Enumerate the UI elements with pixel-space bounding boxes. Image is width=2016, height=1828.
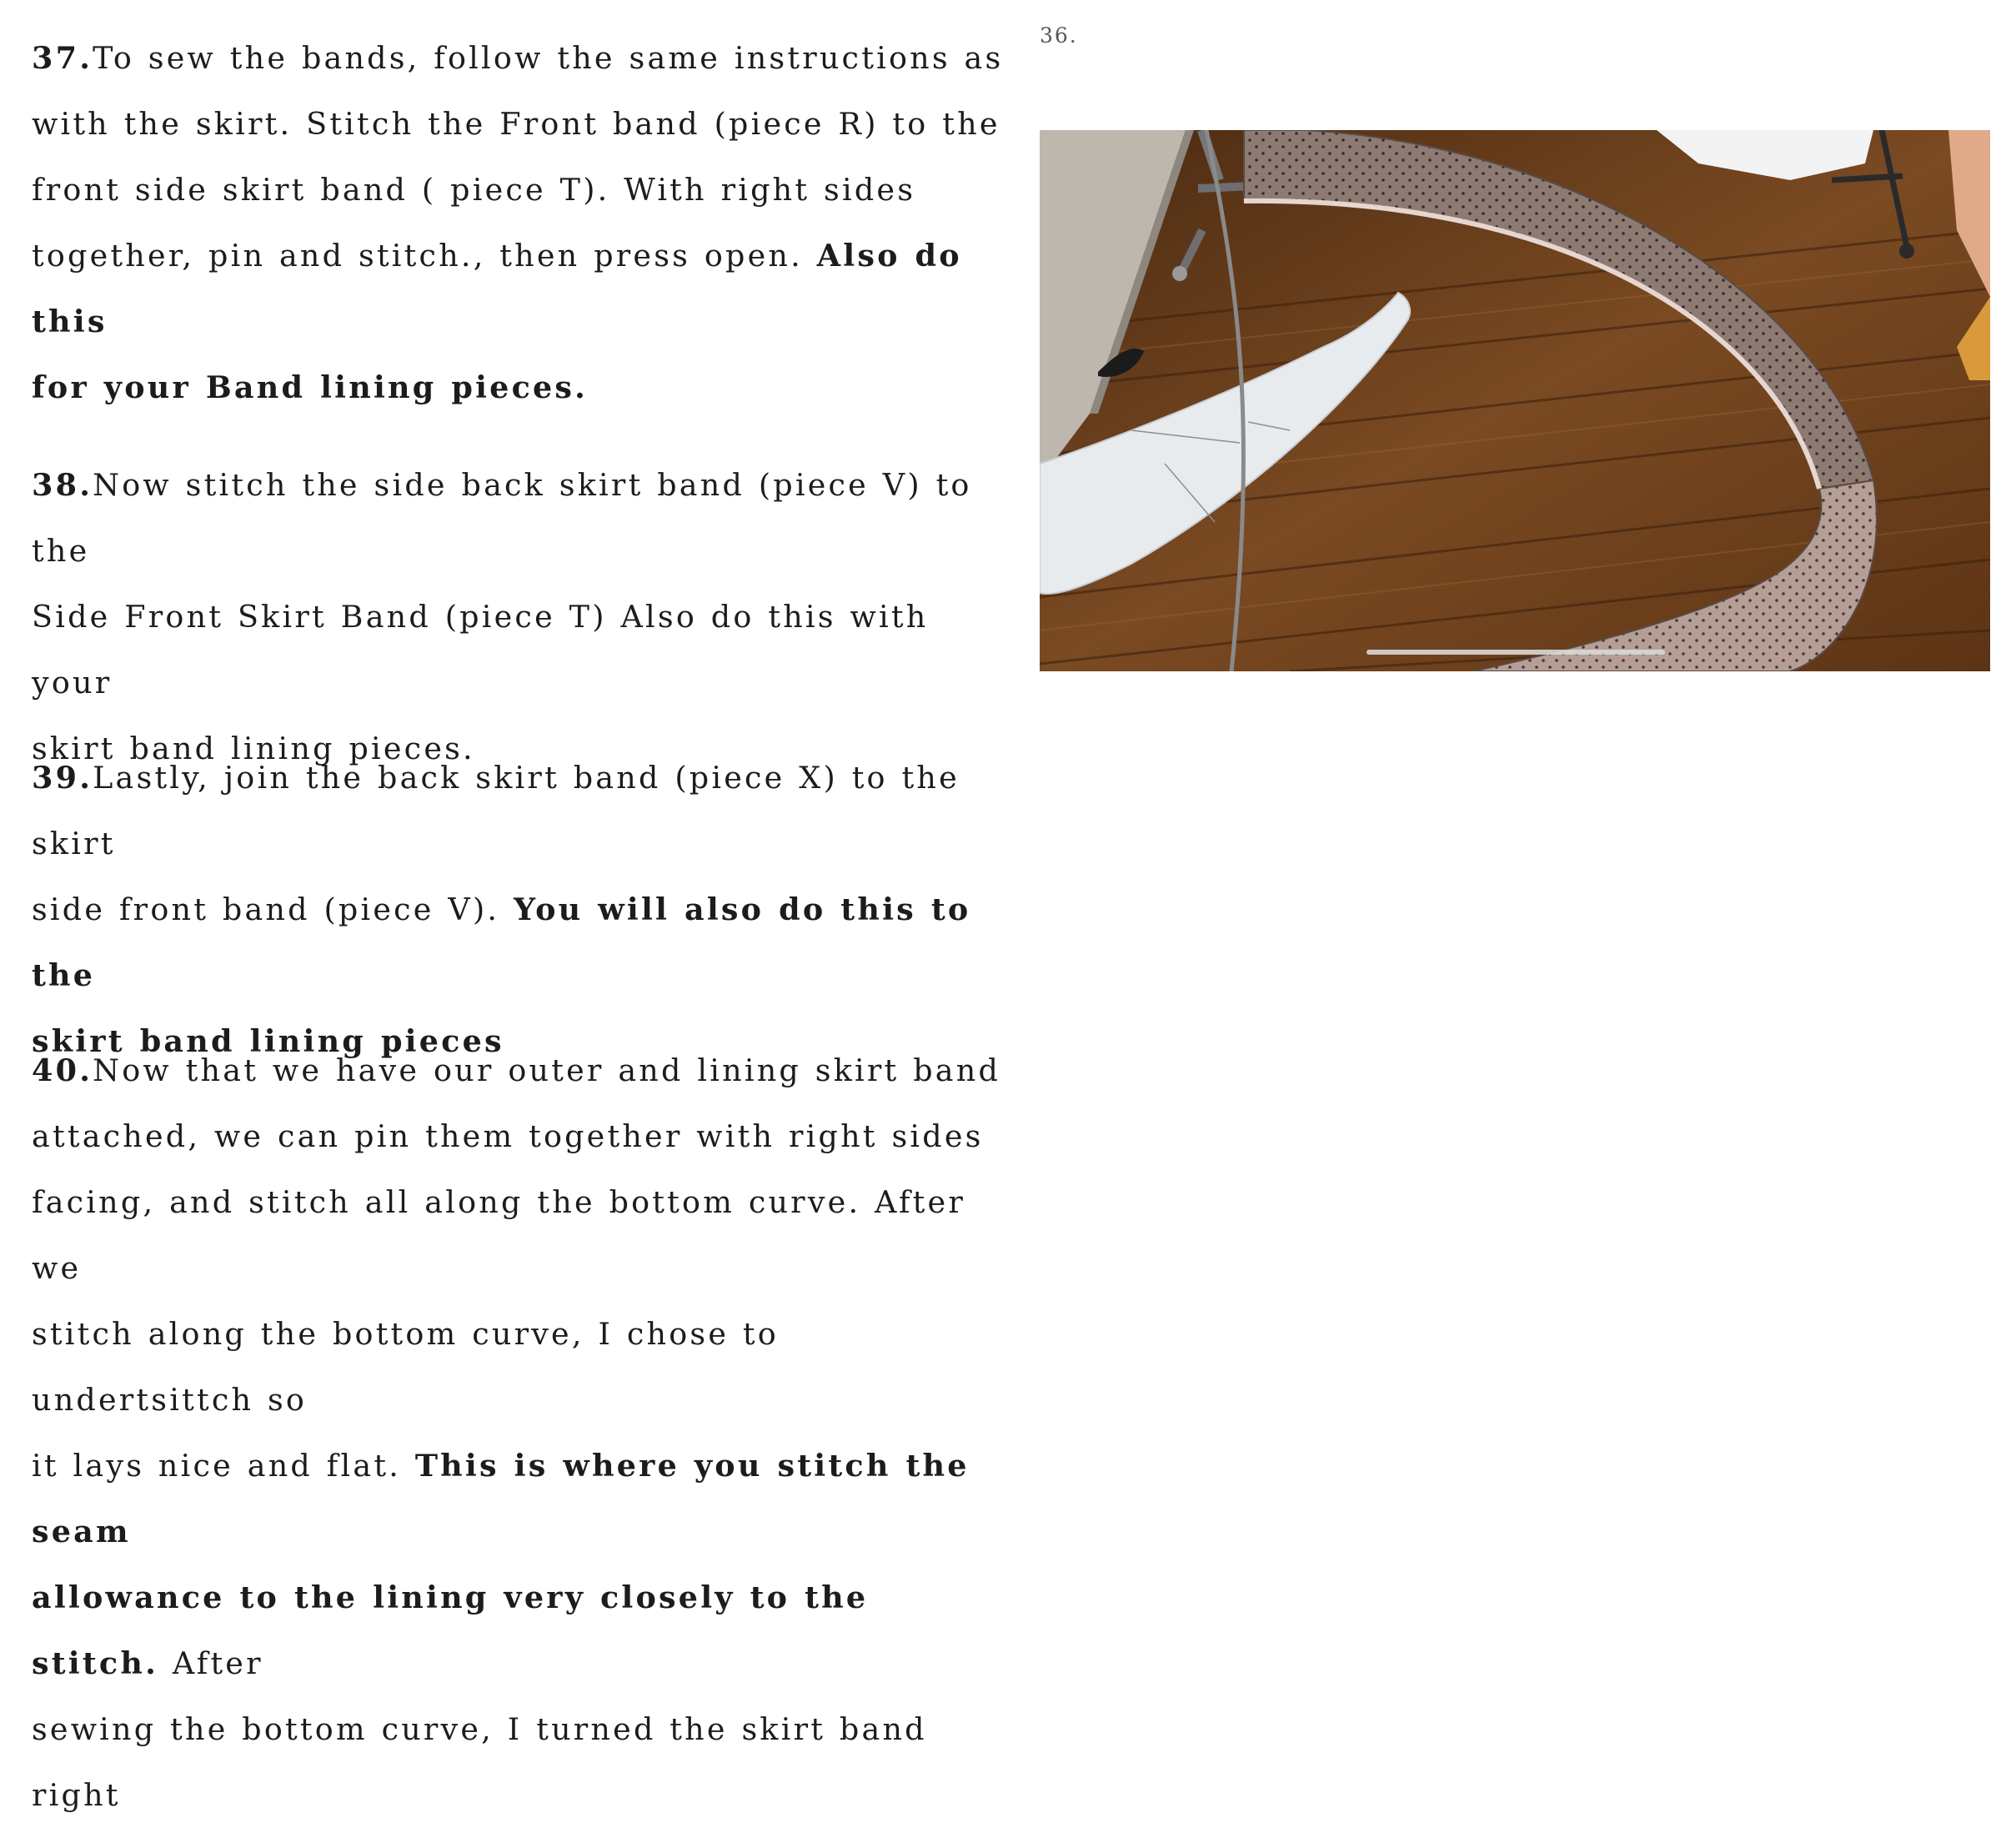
step-text: Now that we have our outer and lining skirt band bbox=[93, 1052, 1001, 1088]
skirt-band-photo bbox=[1040, 130, 1990, 671]
step-text: attached, we can pin them together with right sides bbox=[32, 1118, 984, 1154]
step-emphasis: Also do this bbox=[32, 238, 962, 339]
figure-label: 36. bbox=[1040, 23, 1078, 48]
step-text: front side skirt band ( piece T). With right sides bbox=[32, 172, 916, 208]
instructions-column bbox=[32, 25, 1007, 1813]
step-emphasis: This is where you stitch the seam bbox=[32, 1448, 970, 1549]
step-text: Side Front Skirt Band (piece T) Also do this with your bbox=[32, 599, 929, 701]
step-text: To sew the bands, follow the same instructions as bbox=[93, 40, 1004, 76]
step-38 bbox=[32, 452, 1007, 781]
step-40 bbox=[32, 1037, 1007, 1828]
step-emphasis: skirt band lining pieces bbox=[32, 1023, 504, 1059]
step-text: stitch along the bottom curve, I chose to undertsittch so bbox=[32, 1316, 779, 1418]
step-text: Lastly, join the back skirt band (piece X) to the skirt bbox=[32, 760, 960, 861]
step-text: sewing the bottom curve, I turned the skirt band right bbox=[32, 1711, 927, 1813]
step-39 bbox=[32, 745, 1007, 1074]
step-emphasis: for your Band lining pieces. bbox=[32, 369, 589, 405]
step-text: After bbox=[158, 1645, 263, 1681]
step-text: together, pin and stitch., then press open. bbox=[32, 238, 817, 274]
step-text: facing, and stitch all along the bottom curve. After we bbox=[32, 1184, 965, 1286]
step-text: Now stitch the side back skirt band (piece V) to the bbox=[32, 467, 972, 569]
step-emphasis: allowance to the lining very closely to the stitch. bbox=[32, 1579, 869, 1681]
video-scrubber bbox=[1367, 650, 1665, 655]
step-text: side front band (piece V). bbox=[32, 891, 514, 927]
step-text: with the skirt. Stitch the Front band (piece R) to the bbox=[32, 106, 1000, 142]
step-number: 38. bbox=[32, 467, 93, 503]
step-number: 37. bbox=[32, 40, 93, 76]
step-emphasis: You will also do this to the bbox=[32, 891, 971, 993]
step-number: 40. bbox=[32, 1052, 93, 1088]
step-text: skirt band lining pieces. bbox=[32, 731, 475, 766]
step-37 bbox=[32, 25, 1007, 420]
step-number: 39. bbox=[32, 760, 93, 796]
step-text: it lays nice and flat. bbox=[32, 1448, 415, 1484]
